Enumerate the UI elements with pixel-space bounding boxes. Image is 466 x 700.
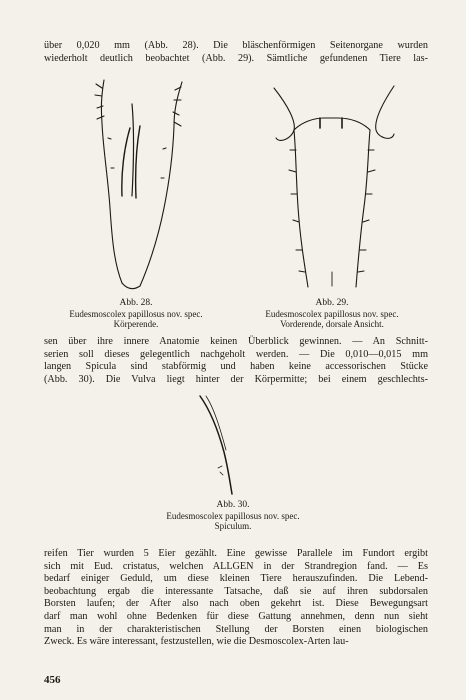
figure-30-drawing xyxy=(180,392,260,498)
text-line: sich mit Eud. cristatus, welchen ALLGEN in der Strandregion fand. — Es xyxy=(44,560,428,572)
intro-paragraph xyxy=(44,40,428,65)
caption-line: Vorderende, dorsale Ansicht. xyxy=(280,319,384,329)
figure-28-caption xyxy=(46,298,226,330)
text-line: wiederholt deutlich beobachtet (Abb. 29). Sämtliche gefundenen Tiere las- xyxy=(44,52,428,64)
figure-28-drawing xyxy=(74,78,198,296)
text-line: langen Spicula sind stabförmig und haben keine accessorischen Stücke xyxy=(44,361,428,373)
figure-number: Abb. 30. xyxy=(216,500,250,510)
caption-line: Spiculum. xyxy=(214,521,252,531)
text-line: Borsten laufen; der After also nach oben gekehrt ist. Diese Bewegungsart xyxy=(44,598,428,610)
text-line: (Abb. 30). Die Vulva liegt hinter der Körpermitte; bei einem geschlechts- xyxy=(44,373,428,385)
figure-number: Abb. 29. xyxy=(315,298,349,308)
middle-paragraph xyxy=(44,336,428,386)
text-line: man in der charakteristischen Stellung der Borsten einen biologischen xyxy=(44,623,428,635)
text-line: über 0,020 mm (Abb. 28). Die bläschenförmigen Seitenorgane wurden xyxy=(44,40,428,51)
figure-30-caption xyxy=(137,500,329,532)
text-line: sen über ihre innere Anatomie keinen Überblick gewinnen. — An Schnitt- xyxy=(44,336,428,347)
figure-29-drawing xyxy=(254,82,414,292)
text-line: beobachtung ergab die interessante Tatsache, daß sie auf ihren subdorsalen xyxy=(44,585,428,597)
text-line: reifen Tier wurden 5 Eier gezählt. Eine gewisse Parallele im Fundort ergibt xyxy=(44,548,428,559)
final-paragraph xyxy=(44,548,428,649)
caption-line: Eudesmoscolex papillosus nov. spec. xyxy=(265,308,399,319)
page-number: 456 xyxy=(44,674,61,686)
text-line: bedarf einiger Geduld, um diese kleinen Tiere herauszufinden. Die Lebend- xyxy=(44,573,428,585)
caption-line: Eudesmoscolex papillosus nov. spec. xyxy=(166,510,300,521)
text-line: Zweck. Es wäre interessant, festzustellen, wie die Desmoscolex-Arten lau- xyxy=(44,636,349,648)
figure-number: Abb. 28. xyxy=(119,298,153,308)
text-line: darf man wohl ohne Bedenken für diese Gattung annehmen, denn nun sieht xyxy=(44,610,428,622)
figure-29-caption xyxy=(236,298,428,330)
caption-line: Eudesmoscolex papillosus nov. spec. xyxy=(69,308,203,319)
text-line: serien soll dieses gelegentlich nachgeholt werden. — Die 0,010—0,015 mm xyxy=(44,348,428,360)
caption-line: Körperende. xyxy=(113,319,159,329)
